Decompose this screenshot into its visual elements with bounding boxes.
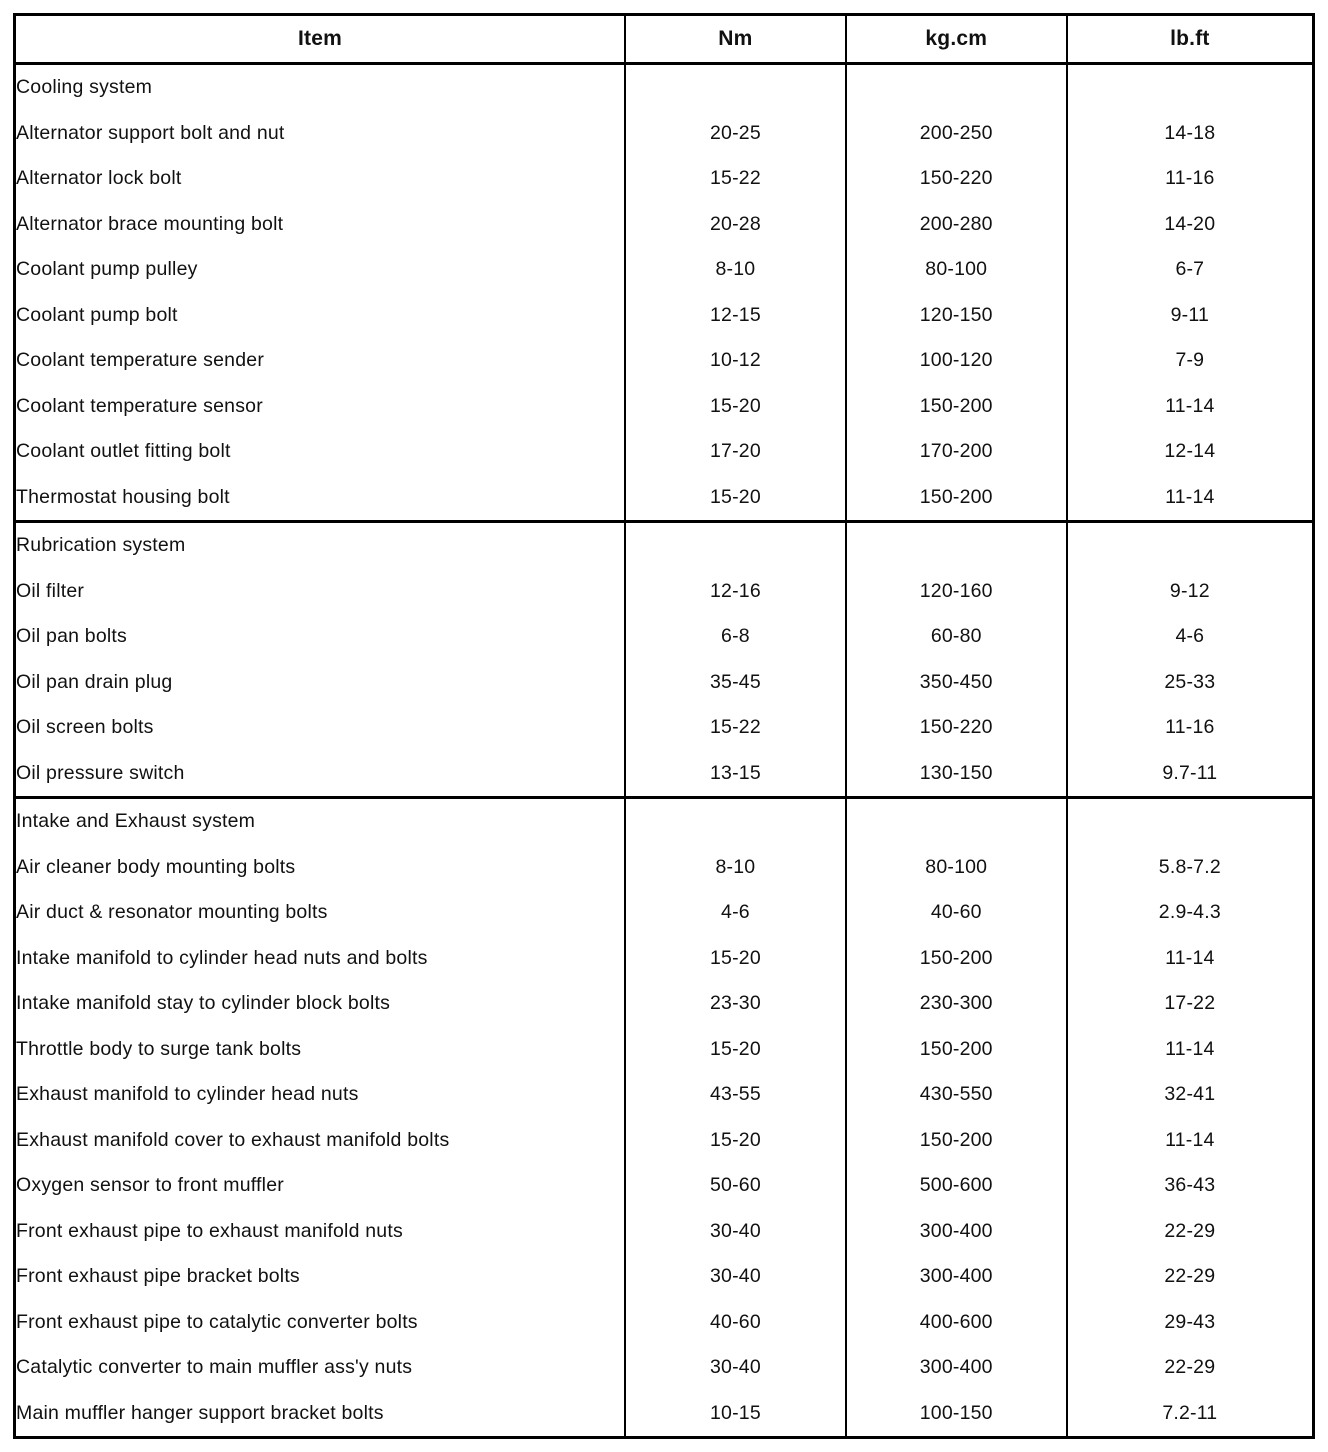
item-cell: Intake manifold stay to cylinder block bolts <box>15 981 626 1026</box>
lbft-cell: 29-43 <box>1164 1310 1216 1333</box>
table-row <box>15 705 1314 750</box>
lbft-cell: 22-29 <box>1164 1265 1216 1288</box>
kgcm-cell: 230-300 <box>846 981 1067 1026</box>
table-row <box>15 1026 1314 1071</box>
kgcm-cell: 150-220 <box>846 156 1067 201</box>
item-cell: Oil pan drain plug <box>15 659 626 704</box>
kgcm-cell: 150-220 <box>846 705 1067 750</box>
lbft-cell: 11-14 <box>1165 485 1215 508</box>
item-cell: Alternator lock bolt <box>15 156 626 201</box>
header-nm: Nm <box>625 15 846 64</box>
lbft-cell: 11-14 <box>1165 394 1215 417</box>
nm-cell: 10-12 <box>625 338 846 383</box>
kgcm-cell: 200-280 <box>846 202 1067 247</box>
lbft-cell: 9.7-11 <box>1162 761 1218 784</box>
lbft-cell: 7-9 <box>1175 349 1205 372</box>
kgcm-cell: 500-600 <box>846 1163 1067 1208</box>
header-lbft: lb.ft <box>1067 15 1314 64</box>
nm-cell: 20-25 <box>625 111 846 156</box>
table-row <box>15 1254 1314 1299</box>
lbft-cell: 22-29 <box>1164 1356 1216 1379</box>
kgcm-cell: 150-200 <box>846 383 1067 428</box>
item-cell: Throttle body to surge tank bolts <box>15 1026 626 1071</box>
table-row <box>15 1117 1314 1162</box>
item-cell: Catalytic converter to main muffler ass'y nuts <box>15 1345 626 1390</box>
kgcm-cell: 150-200 <box>846 1117 1067 1162</box>
nm-cell: 17-20 <box>625 429 846 474</box>
lbft-cell: 14-18 <box>1164 121 1216 144</box>
table-row <box>15 844 1314 889</box>
item-cell: Coolant outlet fitting bolt <box>15 429 626 474</box>
empty-cell <box>625 797 846 844</box>
kgcm-cell: 120-160 <box>846 568 1067 613</box>
table-row <box>15 981 1314 1026</box>
item-cell: Alternator brace mounting bolt <box>15 202 626 247</box>
lbft-cell: 11-14 <box>1165 1037 1215 1060</box>
lbft-cell: 11-14 <box>1165 1128 1215 1151</box>
torque-table-body <box>15 64 1314 1438</box>
lbft-cell: 9-12 <box>1169 579 1210 602</box>
nm-cell: 20-28 <box>625 202 846 247</box>
kgcm-cell: 80-100 <box>846 844 1067 889</box>
item-cell: Thermostat housing bolt <box>15 474 626 521</box>
lbft-cell: 14-20 <box>1164 212 1216 235</box>
empty-cell <box>1067 797 1314 844</box>
lbft-cell: 7.2-11 <box>1162 1401 1218 1424</box>
lbft-cell: 4-6 <box>1175 625 1205 648</box>
section-title: Cooling system <box>15 64 626 111</box>
nm-cell: 12-15 <box>625 292 846 337</box>
item-cell: Front exhaust pipe to exhaust manifold nuts <box>15 1208 626 1253</box>
torque-spec-table <box>13 13 1315 1439</box>
lbft-cell: 11-16 <box>1165 167 1215 190</box>
kgcm-cell: 150-200 <box>846 935 1067 980</box>
item-cell: Oil pressure switch <box>15 750 626 797</box>
lbft-cell: 17-22 <box>1164 992 1216 1015</box>
header-row <box>15 15 1314 64</box>
nm-cell: 15-22 <box>625 705 846 750</box>
empty-cell <box>625 521 846 568</box>
section-header-row <box>15 797 1314 844</box>
table-row <box>15 568 1314 613</box>
lbft-cell: 25-33 <box>1164 670 1216 693</box>
kgcm-cell: 430-550 <box>846 1072 1067 1117</box>
nm-cell: 10-15 <box>625 1390 846 1437</box>
item-cell: Front exhaust pipe to catalytic converter bolts <box>15 1299 626 1344</box>
kgcm-cell: 150-200 <box>846 474 1067 521</box>
kgcm-cell: 350-450 <box>846 659 1067 704</box>
nm-cell: 15-20 <box>625 935 846 980</box>
empty-cell <box>1067 521 1314 568</box>
table-row <box>15 1299 1314 1344</box>
nm-cell: 12-16 <box>625 568 846 613</box>
kgcm-cell: 130-150 <box>846 750 1067 797</box>
lbft-cell: 11-14 <box>1165 946 1215 969</box>
lbft-cell: 22-29 <box>1164 1219 1216 1242</box>
nm-cell: 8-10 <box>625 844 846 889</box>
item-cell: Intake manifold to cylinder head nuts and bolts <box>15 935 626 980</box>
item-cell: Oxygen sensor to front muffler <box>15 1163 626 1208</box>
item-cell: Front exhaust pipe bracket bolts <box>15 1254 626 1299</box>
item-cell: Coolant pump pulley <box>15 247 626 292</box>
kgcm-cell: 40-60 <box>846 890 1067 935</box>
table-row <box>15 156 1314 201</box>
kgcm-cell: 100-120 <box>846 338 1067 383</box>
kgcm-cell: 120-150 <box>846 292 1067 337</box>
empty-cell <box>846 521 1067 568</box>
section-title: Intake and Exhaust system <box>15 797 626 844</box>
section-header-row <box>15 521 1314 568</box>
nm-cell: 30-40 <box>625 1345 846 1390</box>
kgcm-cell: 150-200 <box>846 1026 1067 1071</box>
table-header <box>15 15 1314 64</box>
section-title: Rubrication system <box>15 521 626 568</box>
kgcm-cell: 300-400 <box>846 1208 1067 1253</box>
table-row <box>15 1345 1314 1390</box>
table-row <box>15 1163 1314 1208</box>
item-cell: Coolant temperature sensor <box>15 383 626 428</box>
table-row <box>15 935 1314 980</box>
kgcm-cell: 60-80 <box>846 614 1067 659</box>
kgcm-cell: 100-150 <box>846 1390 1067 1437</box>
empty-cell <box>846 64 1067 111</box>
kgcm-cell: 80-100 <box>846 247 1067 292</box>
lbft-cell: 11-16 <box>1165 716 1215 739</box>
table-row <box>15 750 1314 797</box>
item-cell: Coolant temperature sender <box>15 338 626 383</box>
table-row <box>15 1072 1314 1117</box>
item-cell: Exhaust manifold cover to exhaust manifold bolts <box>15 1117 626 1162</box>
header-kgcm: kg.cm <box>846 15 1067 64</box>
kgcm-cell: 200-250 <box>846 111 1067 156</box>
empty-cell <box>846 797 1067 844</box>
nm-cell: 30-40 <box>625 1208 846 1253</box>
lbft-cell: 5.8-7.2 <box>1158 855 1221 878</box>
nm-cell: 13-15 <box>625 750 846 797</box>
nm-cell: 50-60 <box>625 1163 846 1208</box>
item-cell: Exhaust manifold to cylinder head nuts <box>15 1072 626 1117</box>
kgcm-cell: 400-600 <box>846 1299 1067 1344</box>
lbft-cell: 36-43 <box>1164 1174 1216 1197</box>
lbft-cell: 9-11 <box>1170 303 1210 326</box>
nm-cell: 23-30 <box>625 981 846 1026</box>
item-cell: Oil screen bolts <box>15 705 626 750</box>
item-cell: Oil pan bolts <box>15 614 626 659</box>
section-header-row <box>15 64 1314 111</box>
table-row <box>15 429 1314 474</box>
header-item: Item <box>15 15 626 64</box>
table-row <box>15 111 1314 156</box>
lbft-cell: 6-7 <box>1175 258 1205 281</box>
table-row <box>15 383 1314 428</box>
kgcm-cell: 300-400 <box>846 1345 1067 1390</box>
item-cell: Air duct & resonator mounting bolts <box>15 890 626 935</box>
nm-cell: 15-22 <box>625 156 846 201</box>
nm-cell: 15-20 <box>625 1026 846 1071</box>
item-cell: Main muffler hanger support bracket bolts <box>15 1390 626 1437</box>
nm-cell: 43-55 <box>625 1072 846 1117</box>
nm-cell: 4-6 <box>625 890 846 935</box>
empty-cell <box>625 64 846 111</box>
table-row <box>15 1390 1314 1437</box>
table-row <box>15 659 1314 704</box>
kgcm-cell: 170-200 <box>846 429 1067 474</box>
table-row <box>15 614 1314 659</box>
table-row <box>15 890 1314 935</box>
item-cell: Oil filter <box>15 568 626 613</box>
nm-cell: 40-60 <box>625 1299 846 1344</box>
item-cell: Alternator support bolt and nut <box>15 111 626 156</box>
table-row <box>15 1208 1314 1253</box>
nm-cell: 15-20 <box>625 383 846 428</box>
nm-cell: 30-40 <box>625 1254 846 1299</box>
nm-cell: 15-20 <box>625 1117 846 1162</box>
table-row <box>15 247 1314 292</box>
empty-cell <box>1067 64 1314 111</box>
nm-cell: 6-8 <box>625 614 846 659</box>
lbft-cell: 2.9-4.3 <box>1158 901 1221 924</box>
nm-cell: 35-45 <box>625 659 846 704</box>
nm-cell: 8-10 <box>625 247 846 292</box>
table-row <box>15 338 1314 383</box>
table-row <box>15 474 1314 521</box>
lbft-cell: 12-14 <box>1164 440 1216 463</box>
kgcm-cell: 300-400 <box>846 1254 1067 1299</box>
lbft-cell: 32-41 <box>1164 1083 1216 1106</box>
item-cell: Coolant pump bolt <box>15 292 626 337</box>
table-row <box>15 202 1314 247</box>
table-row <box>15 292 1314 337</box>
nm-cell: 15-20 <box>625 474 846 521</box>
item-cell: Air cleaner body mounting bolts <box>15 844 626 889</box>
